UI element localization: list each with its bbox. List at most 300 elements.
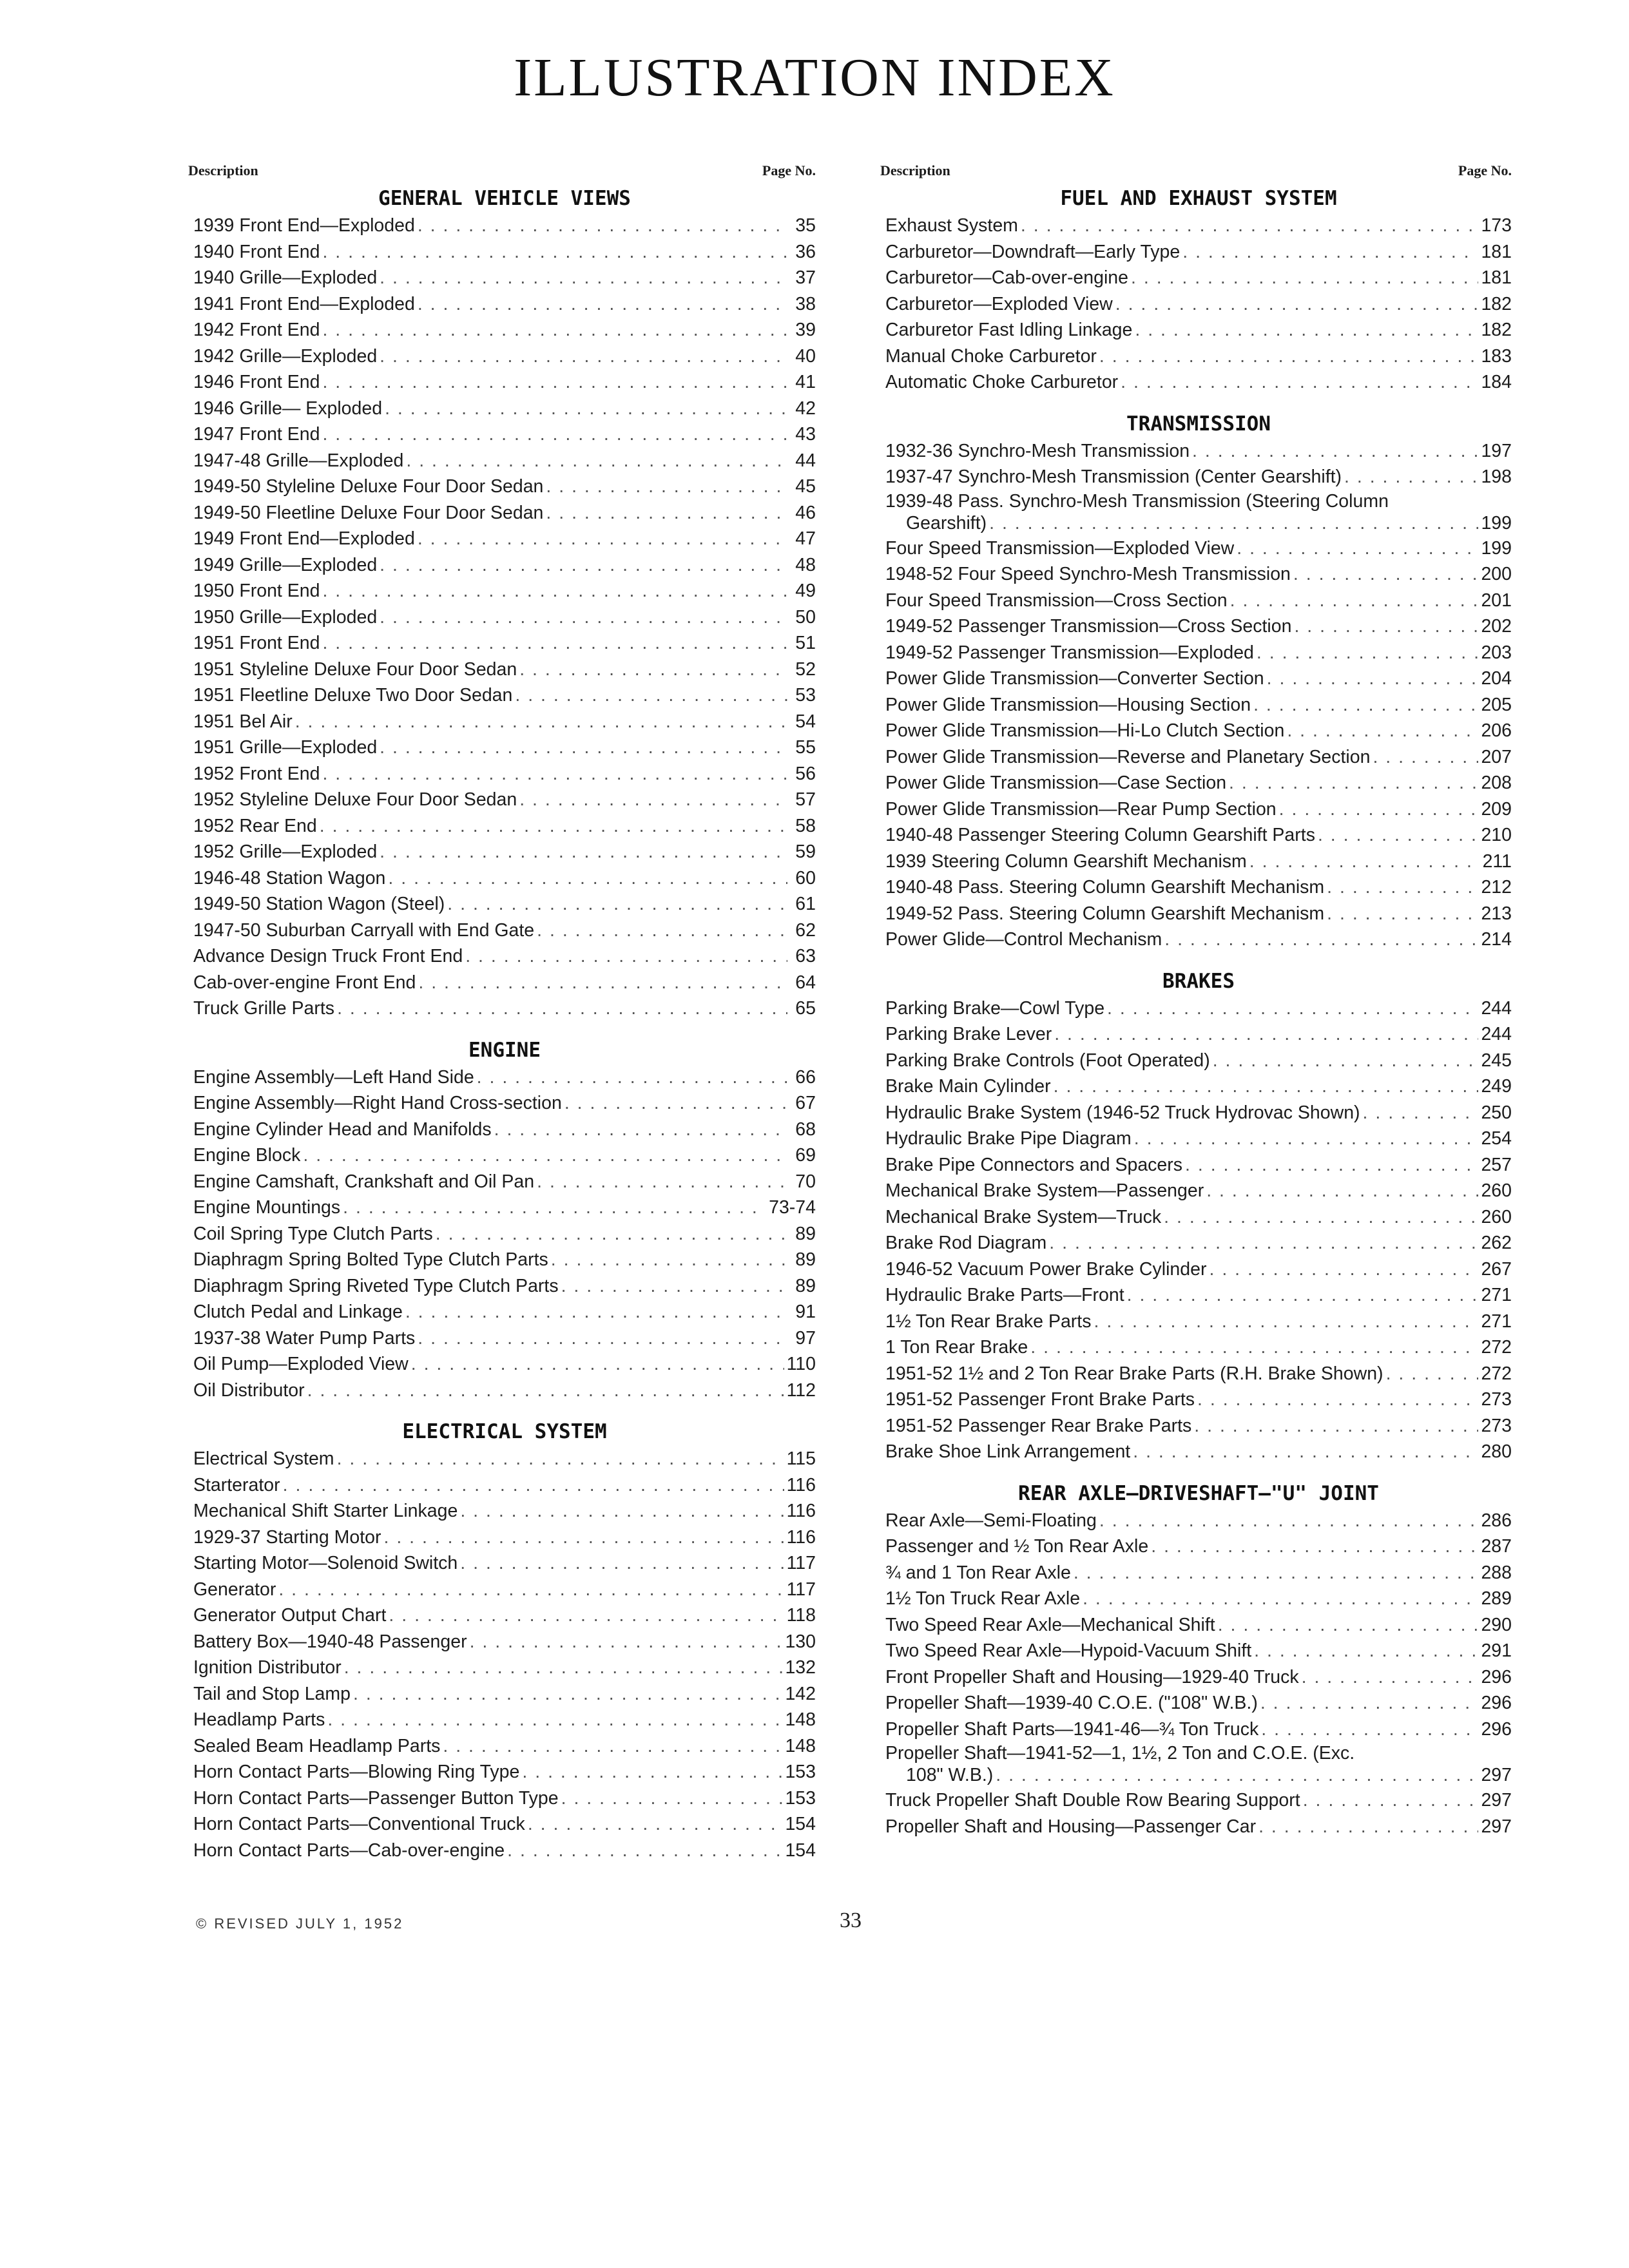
- entry-page-number: 153: [785, 1787, 816, 1809]
- entry-description: Engine Mountings: [193, 1197, 341, 1218]
- index-entry: [193, 1090, 816, 1117]
- entry-page-number: 203: [1481, 642, 1512, 663]
- leader-dots: [1131, 265, 1478, 291]
- index-entry: [193, 1550, 816, 1577]
- leader-dots: [989, 512, 1478, 534]
- index-entry: [193, 1733, 816, 1760]
- leader-dots: [1115, 291, 1479, 318]
- leader-dots: [1279, 796, 1479, 823]
- leader-dots: [418, 526, 787, 552]
- entry-page-number: 89: [795, 1275, 816, 1296]
- entry-page-number: 148: [785, 1709, 816, 1730]
- index-entry: [193, 1629, 816, 1655]
- leader-dots: [470, 1629, 783, 1655]
- index-entry: [193, 1299, 816, 1325]
- index-entry: [885, 1413, 1512, 1439]
- section-heading: REAR AXLE—DRIVESHAFT—"U" JOINT: [1018, 1481, 1379, 1505]
- entry-description: Truck Grille Parts: [193, 998, 335, 1019]
- leader-dots: [561, 1273, 787, 1300]
- entry-description: Power Glide—Control Mechanism: [885, 929, 1162, 950]
- leader-dots: [1249, 849, 1480, 875]
- leader-dots: [1083, 1586, 1478, 1612]
- entry-page-number: 154: [785, 1814, 816, 1834]
- index-entry: [193, 1446, 816, 1472]
- entry-page-number: 267: [1481, 1258, 1512, 1280]
- entry-description: Tail and Stop Lamp: [193, 1683, 351, 1704]
- leader-dots: [528, 1811, 783, 1838]
- entry-page-number: 115: [786, 1448, 816, 1469]
- index-entry: [193, 1602, 816, 1629]
- index-entry: [885, 1664, 1512, 1691]
- index-entry: [193, 1378, 816, 1404]
- entry-description: Advance Design Truck Front End: [193, 946, 463, 966]
- entry-description: 1½ Ton Rear Brake Parts: [885, 1311, 1092, 1332]
- leader-dots: [1054, 1073, 1479, 1100]
- entry-description: 1940 Grille—Exploded: [193, 267, 378, 288]
- index-entry: [885, 1334, 1512, 1361]
- entry-description: Headlamp Parts: [193, 1709, 325, 1730]
- index-entry: [885, 1439, 1512, 1465]
- entry-page-number: 130: [785, 1631, 816, 1652]
- leader-dots: [564, 1090, 787, 1117]
- index-entry: [885, 1387, 1512, 1413]
- entry-page-number: 208: [1481, 773, 1512, 793]
- entry-page-number: 181: [1481, 267, 1512, 288]
- leader-dots: [1206, 1178, 1478, 1204]
- entry-page-number: 73-74: [769, 1197, 816, 1218]
- leader-dots: [418, 970, 787, 996]
- index-entry: [193, 1707, 816, 1733]
- leader-dots: [1194, 1413, 1478, 1439]
- entry-page-number: 288: [1481, 1562, 1512, 1583]
- entry-description: 1940-48 Pass. Steering Column Gearshift Mechanism: [885, 877, 1325, 898]
- entry-page-number: 272: [1481, 1363, 1512, 1384]
- section-heading: TRANSMISSION: [1126, 412, 1271, 436]
- entry-description: 1947-48 Grille—Exploded: [193, 450, 404, 471]
- entry-page-number: 206: [1481, 720, 1512, 741]
- entry-page-number: 297: [1481, 1816, 1512, 1837]
- entry-description: Engine Cylinder Head and Manifolds: [193, 1119, 492, 1140]
- leader-dots: [1151, 1533, 1478, 1560]
- leader-dots: [515, 682, 787, 709]
- entry-description: Hydraulic Brake Pipe Diagram: [885, 1128, 1132, 1149]
- entry-description: Two Speed Rear Axle—Mechanical Shift: [885, 1614, 1215, 1635]
- entry-description: 1951 Grille—Exploded: [193, 737, 378, 758]
- entry-description: 1½ Ton Truck Rear Axle: [885, 1588, 1081, 1609]
- entry-page-number: 91: [795, 1302, 816, 1322]
- left-column: [188, 162, 816, 1878]
- entry-description: 1951 Front End: [193, 633, 320, 653]
- index-entry: [885, 291, 1512, 318]
- leader-dots: [1386, 1361, 1479, 1387]
- leader-dots: [303, 1142, 787, 1169]
- entry-description: 1946-48 Station Wagon: [193, 867, 386, 889]
- index-entry: [885, 343, 1512, 370]
- entry-description: Horn Contact Parts—Passenger Button Type: [193, 1787, 559, 1809]
- index-entry: [885, 239, 1512, 265]
- leader-dots: [322, 761, 787, 787]
- leader-dots: [996, 1764, 1478, 1786]
- entry-page-number: 67: [795, 1093, 816, 1113]
- index-entry: [193, 735, 816, 761]
- index-entry: [193, 995, 816, 1022]
- index-entry: [885, 1126, 1512, 1152]
- index-entry: [193, 761, 816, 787]
- entry-page-number: 202: [1481, 616, 1512, 637]
- leader-dots: [477, 1064, 787, 1091]
- entry-page-number: 59: [795, 841, 816, 862]
- index-entry: [193, 1759, 816, 1785]
- index-entry: [193, 291, 816, 318]
- entry-page-number: 273: [1481, 1389, 1512, 1410]
- entry-description: 1951 Fleetline Deluxe Two Door Sedan: [193, 685, 513, 706]
- entry-description: Carburetor—Cab-over-engine: [885, 267, 1129, 288]
- leader-dots: [337, 995, 787, 1022]
- entry-description: 1951-52 1½ and 2 Ton Rear Brake Parts (R.H. Brake Shown): [885, 1363, 1383, 1384]
- index-entry: [193, 474, 816, 500]
- leader-dots: [411, 1351, 784, 1378]
- entry-description: 1951 Bel Air: [193, 711, 293, 732]
- index-entry: [885, 464, 1512, 490]
- entry-description: Power Glide Transmission—Case Section: [885, 773, 1227, 793]
- entry-page-number: 290: [1481, 1614, 1512, 1635]
- description-header: Description: [880, 162, 950, 178]
- entry-description: Battery Box—1940-48 Passenger: [193, 1631, 467, 1652]
- leader-dots: [537, 918, 787, 944]
- entry-page-number: 35: [795, 215, 816, 236]
- index-entry: [193, 1195, 816, 1221]
- entry-description: Sealed Beam Headlamp Parts: [193, 1735, 441, 1756]
- entry-description: 1947 Front End: [193, 424, 320, 445]
- entry-description: 1942 Grille—Exploded: [193, 345, 378, 367]
- entry-page-number: 43: [795, 424, 816, 445]
- index-entry: [885, 1048, 1512, 1074]
- index-entry: [193, 1142, 816, 1169]
- index-entry: [885, 1178, 1512, 1204]
- entry-description: Power Glide Transmission—Hi-Lo Clutch Section: [885, 720, 1285, 741]
- index-entry: [885, 213, 1512, 239]
- entry-description: 1949 Grille—Exploded: [193, 554, 378, 575]
- leader-dots: [1261, 1716, 1478, 1743]
- revision-note: © REVISED JULY 1, 1952: [196, 1916, 404, 1932]
- leader-dots: [436, 1221, 787, 1247]
- leader-dots: [460, 1550, 784, 1577]
- leader-dots: [1213, 1048, 1479, 1074]
- entry-page-number: 65: [795, 998, 816, 1019]
- entry-description: Exhaust System: [885, 215, 1018, 236]
- entry-page-number: 207: [1481, 746, 1512, 767]
- entry-description: Hydraulic Brake System (1946-52 Truck Hydrovac Shown): [885, 1102, 1360, 1123]
- entry-description: 1929-37 Starting Motor: [193, 1526, 381, 1548]
- entry-page-number: 60: [795, 867, 816, 889]
- entry-description: Power Glide Transmission—Converter Section: [885, 668, 1264, 689]
- right-sections: [885, 184, 1512, 1840]
- leader-dots: [1049, 1230, 1478, 1256]
- index-entry: [193, 918, 816, 944]
- entry-page-number: 199: [1481, 512, 1512, 533]
- entry-page-number: 44: [795, 450, 816, 471]
- leader-dots: [1121, 369, 1478, 396]
- leader-dots: [1197, 1387, 1478, 1413]
- entry-page-number: 200: [1481, 564, 1512, 584]
- entry-description: Starting Motor—Solenoid Switch: [193, 1553, 458, 1573]
- index-entry: [193, 970, 816, 996]
- index-section: [885, 967, 1512, 1465]
- entry-page-number: 173: [1481, 215, 1512, 236]
- leader-dots: [337, 1446, 784, 1472]
- leader-dots: [460, 1498, 784, 1524]
- index-entry: [193, 369, 816, 396]
- entry-description: Truck Propeller Shaft Double Row Bearing Support: [885, 1790, 1300, 1811]
- leader-dots: [546, 474, 787, 500]
- entry-page-number: 148: [785, 1735, 816, 1756]
- index-entry: [885, 535, 1512, 562]
- leader-dots: [1373, 744, 1478, 771]
- leader-dots: [519, 787, 787, 813]
- entry-page-number: 271: [1481, 1285, 1512, 1305]
- leader-dots: [551, 1247, 787, 1273]
- section-heading: ELECTRICAL SYSTEM: [402, 1420, 607, 1443]
- entry-description: 1946 Front End: [193, 372, 320, 392]
- index-entry: [193, 1247, 816, 1273]
- index-entry: [193, 396, 816, 422]
- index-entry: [193, 265, 816, 291]
- index-entry: [193, 839, 816, 865]
- entry-page-number: 289: [1481, 1588, 1512, 1609]
- entry-description: Front Propeller Shaft and Housing—1929-40 Truck: [885, 1666, 1299, 1687]
- index-entry: [885, 1309, 1512, 1335]
- entry-page-number: 210: [1481, 825, 1512, 845]
- left-column-header: [188, 162, 816, 184]
- index-entry: [193, 1524, 816, 1551]
- entry-page-number: 38: [795, 293, 816, 314]
- index-entry: [193, 1577, 816, 1603]
- entry-page-number: 50: [795, 606, 816, 628]
- entry-description: 1949-52 Passenger Transmission—Exploded: [885, 642, 1254, 663]
- leader-dots: [522, 1759, 782, 1785]
- entry-page-number: 110: [786, 1354, 816, 1374]
- leader-dots: [1294, 613, 1478, 640]
- entry-description: Propeller Shaft—1941-52—1, 1½, 2 Ton and C.O.E. (Exc.: [885, 1743, 1355, 1763]
- entry-page-number: 54: [795, 711, 816, 732]
- entry-description: Engine Block: [193, 1145, 301, 1166]
- entry-description: Power Glide Transmission—Reverse and Planetary Section: [885, 746, 1371, 767]
- index-section: [885, 184, 1512, 396]
- index-entry: [885, 1361, 1512, 1387]
- entry-description: Engine Assembly—Right Hand Cross-section: [193, 1093, 562, 1113]
- leader-dots: [1182, 239, 1478, 265]
- leader-dots: [322, 317, 787, 343]
- leader-dots: [1230, 588, 1479, 614]
- leader-dots: [1135, 317, 1478, 343]
- entry-page-number: 204: [1481, 668, 1512, 689]
- entry-page-number: 117: [786, 1579, 816, 1600]
- index-entry: [885, 1100, 1512, 1126]
- entry-description: 1951 Styleline Deluxe Four Door Sedan: [193, 658, 517, 680]
- leader-dots: [405, 1299, 787, 1325]
- index-entry: [193, 578, 816, 604]
- index-entry: [885, 796, 1512, 823]
- entry-description: 1946 Grille— Exploded: [193, 398, 383, 419]
- index-entry: [885, 1073, 1512, 1100]
- index-entry: [885, 849, 1512, 875]
- entry-page-number: 116: [786, 1474, 816, 1495]
- index-entry: [885, 1508, 1512, 1534]
- entry-description: 1949 Front End—Exploded: [193, 528, 415, 549]
- leader-dots: [1287, 718, 1478, 744]
- index-entry: [885, 1787, 1512, 1814]
- entry-page-number: 36: [795, 241, 816, 262]
- leader-dots: [1237, 535, 1478, 562]
- leader-dots: [1218, 1612, 1479, 1639]
- entry-description: ¾ and 1 Ton Rear Axle: [885, 1562, 1071, 1583]
- entry-page-number: 182: [1481, 293, 1512, 314]
- entry-description-continued: 108" W.B.): [906, 1765, 994, 1785]
- leader-dots: [1030, 1334, 1478, 1361]
- entry-description: 1949-52 Pass. Steering Column Gearshift Mechanism: [885, 903, 1325, 924]
- index-entry: [193, 1811, 816, 1838]
- index-entry: [193, 1472, 816, 1499]
- entry-page-number: 201: [1481, 590, 1512, 611]
- entry-list: [193, 213, 816, 1022]
- entry-description: Horn Contact Parts—Blowing Ring Type: [193, 1762, 520, 1782]
- entry-page-number: 260: [1481, 1180, 1512, 1201]
- entry-page-number: 142: [785, 1683, 816, 1704]
- entry-page-number: 296: [1481, 1666, 1512, 1687]
- index-entry: [193, 552, 816, 579]
- leader-dots: [1257, 640, 1479, 666]
- index-entry: [193, 1221, 816, 1247]
- index-entry: [193, 813, 816, 840]
- entry-description: 1939-48 Pass. Synchro-Mesh Transmission (Steering Column: [885, 490, 1389, 512]
- entry-description: Rear Axle—Semi-Floating: [885, 1510, 1097, 1531]
- index-entry: [193, 500, 816, 526]
- entry-description: Mechanical Brake System—Passenger: [885, 1180, 1204, 1201]
- leader-dots: [283, 1472, 784, 1499]
- leader-dots: [380, 735, 787, 761]
- entry-continuation: [885, 1764, 1512, 1787]
- leader-dots: [494, 1117, 787, 1143]
- leader-dots: [380, 552, 787, 579]
- index-section: [193, 1418, 816, 1863]
- index-entry: [885, 1230, 1512, 1256]
- entry-page-number: 214: [1481, 929, 1512, 950]
- index-section: [885, 410, 1512, 953]
- entry-page-number: 47: [795, 528, 816, 549]
- entry-description: Mechanical Brake System—Truck: [885, 1206, 1162, 1227]
- entry-description: 1937-47 Synchro-Mesh Transmission (Center Gearshift): [885, 466, 1342, 487]
- index-entry: [885, 1152, 1512, 1178]
- entry-page-number: 69: [795, 1145, 816, 1166]
- entry-page-number: 40: [795, 345, 816, 367]
- entry-page-number: 198: [1481, 466, 1512, 487]
- leader-dots: [380, 839, 787, 865]
- leader-dots: [537, 1169, 787, 1195]
- section-heading: GENERAL VEHICLE VIEWS: [378, 187, 631, 210]
- index-entry: [885, 265, 1512, 291]
- index-entry: [885, 1021, 1512, 1048]
- entry-page-number: 45: [795, 476, 816, 497]
- index-entry: [193, 1498, 816, 1524]
- entry-continuation: [885, 512, 1512, 535]
- entry-description: 1932-36 Synchro-Mesh Transmission: [885, 440, 1190, 461]
- index-entry: [885, 1814, 1512, 1840]
- entry-page-number: 55: [795, 737, 816, 758]
- index-section: [193, 1036, 816, 1404]
- index-entry: [885, 744, 1512, 771]
- leader-dots: [561, 1785, 783, 1812]
- entry-description: Mechanical Shift Starter Linkage: [193, 1501, 458, 1521]
- index-entry: [193, 709, 816, 735]
- leader-dots: [278, 1577, 784, 1603]
- entry-page-number: 199: [1481, 537, 1512, 559]
- entry-page-number: 287: [1481, 1536, 1512, 1557]
- index-entry: [193, 1351, 816, 1378]
- entry-description: Carburetor Fast Idling Linkage: [885, 320, 1133, 340]
- entry-list: [885, 1508, 1512, 1840]
- entry-page-number: 291: [1481, 1640, 1512, 1661]
- entry-page-number: 116: [786, 1501, 816, 1521]
- leader-dots: [380, 604, 787, 631]
- entry-page-number: 52: [795, 658, 816, 680]
- entry-page-number: 296: [1481, 1718, 1512, 1740]
- entry-description: Clutch Pedal and Linkage: [193, 1302, 403, 1322]
- leader-dots: [1267, 666, 1479, 692]
- section-heading: ENGINE: [468, 1038, 541, 1062]
- index-entry: [193, 526, 816, 552]
- index-entry: [193, 630, 816, 657]
- entry-description: Electrical System: [193, 1448, 334, 1469]
- index-entry: [885, 588, 1512, 614]
- entry-description: 1939 Front End—Exploded: [193, 215, 415, 236]
- entry-page-number: 49: [795, 581, 816, 601]
- entry-page-number: 41: [795, 372, 816, 392]
- index-entry: [885, 1560, 1512, 1586]
- entry-description-continued: Gearshift): [906, 512, 987, 533]
- entry-description: Two Speed Rear Axle—Hypoid-Vacuum Shift: [885, 1640, 1252, 1661]
- entry-description: 1937-38 Water Pump Parts: [193, 1327, 416, 1349]
- entry-page-number: 297: [1481, 1765, 1512, 1785]
- entry-page-number: 257: [1481, 1154, 1512, 1175]
- entry-page-number: 212: [1481, 877, 1512, 898]
- index-entry: [193, 1064, 816, 1091]
- index-entry: [885, 692, 1512, 718]
- index-entry: [193, 657, 816, 683]
- index-entry: [193, 1681, 816, 1707]
- page-number: 33: [840, 1908, 862, 1932]
- leader-dots: [1303, 1787, 1479, 1814]
- entry-page-number: 153: [785, 1762, 816, 1782]
- entry-description: 1949-50 Fleetline Deluxe Four Door Sedan: [193, 502, 544, 523]
- index-entry: [885, 1204, 1512, 1231]
- entry-description: Four Speed Transmission—Cross Section: [885, 590, 1228, 611]
- leader-dots: [546, 500, 787, 526]
- entry-page-number: 66: [795, 1066, 816, 1088]
- index-entry: [885, 927, 1512, 953]
- entry-page-number: 249: [1481, 1076, 1512, 1097]
- leader-dots: [385, 396, 787, 422]
- entry-description: Carburetor—Downdraft—Early Type: [885, 241, 1181, 262]
- entry-description: Parking Brake Lever: [885, 1024, 1052, 1044]
- leader-dots: [507, 1838, 782, 1864]
- entry-description: Oil Pump—Exploded View: [193, 1354, 409, 1374]
- leader-dots: [1099, 1508, 1479, 1534]
- index-entry: [885, 718, 1512, 744]
- leader-dots: [344, 1655, 783, 1681]
- entry-description: 1949-50 Styleline Deluxe Four Door Sedan: [193, 476, 544, 497]
- entry-page-number: 39: [795, 320, 816, 340]
- leader-dots: [418, 291, 787, 318]
